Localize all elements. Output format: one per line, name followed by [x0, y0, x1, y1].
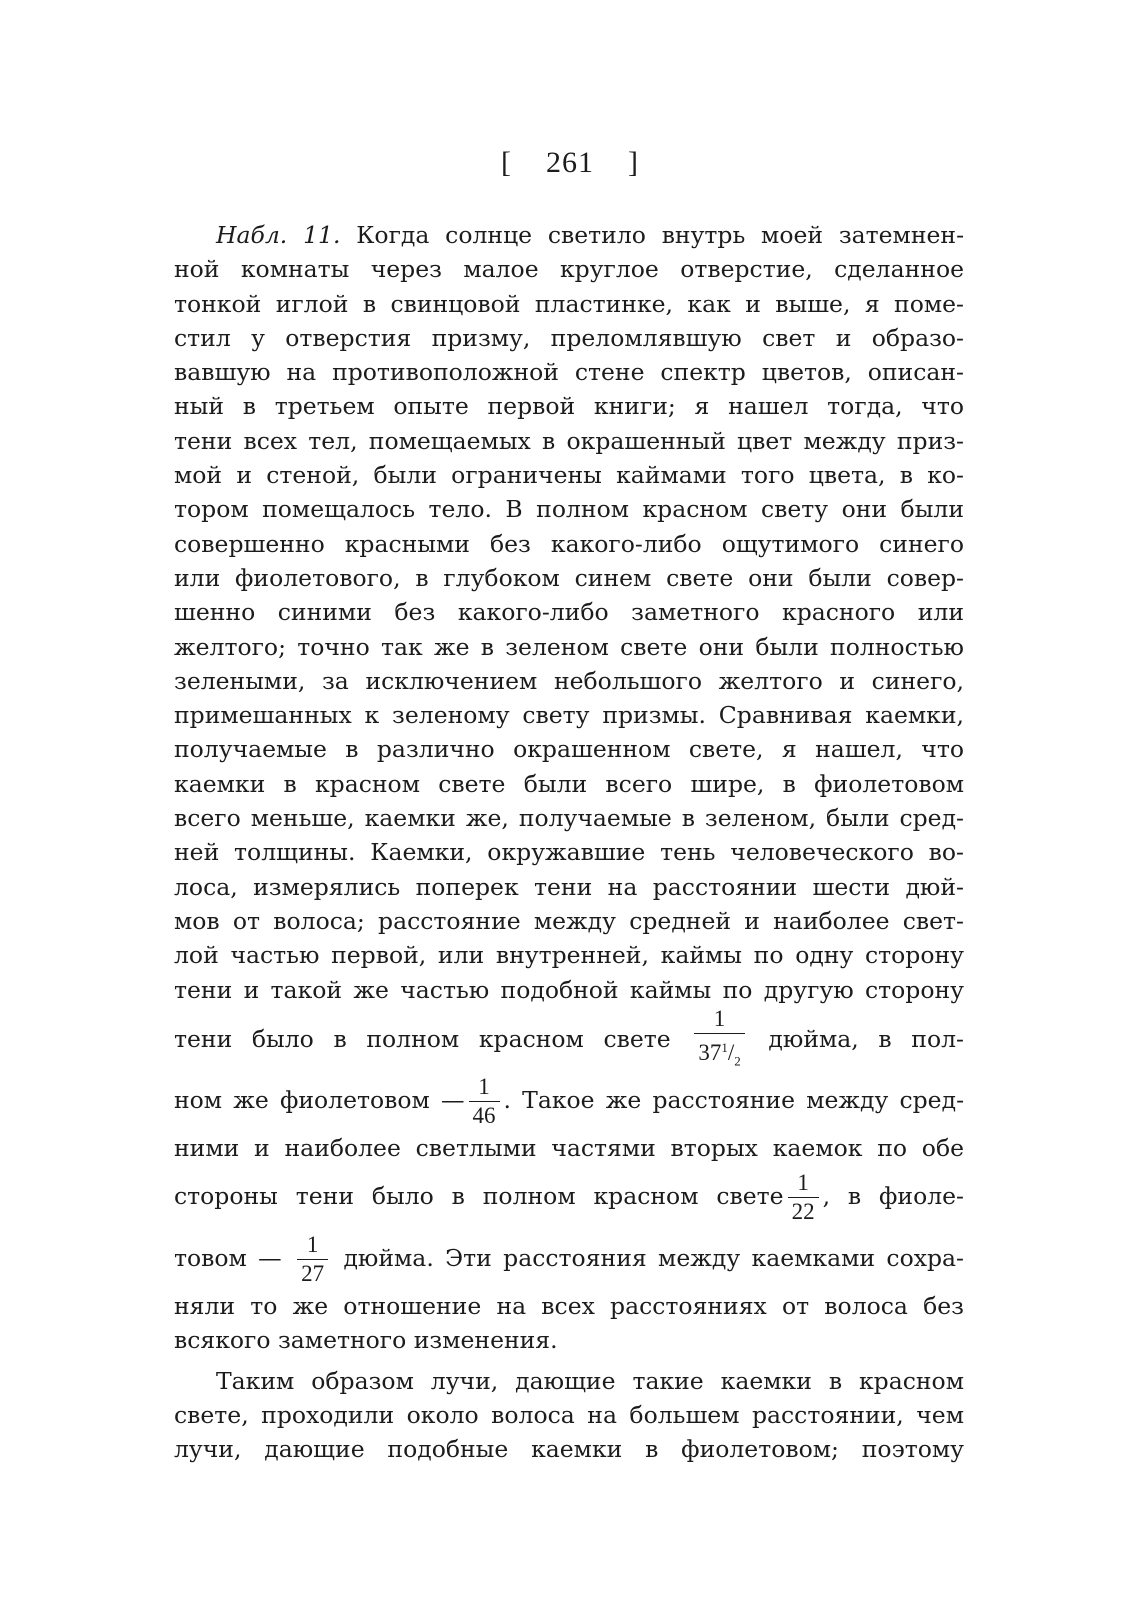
fraction-denominator: 27 — [301, 1261, 325, 1287]
text-line: зелеными, за исключением небольшого желтого и синего, — [174, 666, 964, 695]
fraction-numerator: 1 — [694, 1007, 744, 1034]
text-segment: ном же фиолетовом — — [174, 1085, 465, 1114]
fraction-denominator: 22 — [791, 1199, 815, 1225]
text-line: ной комнаты через малое круглое отверстие, сделанное — [174, 255, 964, 284]
text-segment: товом — — [174, 1244, 282, 1273]
text-line-content: Когда солнце светило внутрь моей затемнен- — [356, 221, 965, 249]
text-line — [174, 218, 964, 252]
denominator-sub: 2 — [734, 1053, 741, 1069]
text-segment: стороны тени было в полном красном свете — [174, 1182, 784, 1211]
text-line: ней толщины. Каемки, окружавшие тень человеческого во- — [174, 838, 964, 867]
text-line: каемки в красном свете были всего шире, в фиолетовом — [174, 769, 964, 798]
text-segment: , в фиоле- — [822, 1182, 964, 1211]
text-segment: дюйма. Эти расстояния между каемками сохра- — [343, 1244, 964, 1273]
text-line: Таким образом лучи, дающие такие каемки в красном — [216, 1366, 964, 1395]
text-line: тени всех тел, помещаемых в окрашенный цвет между приз- — [174, 426, 964, 455]
text-line: лучи, дающие подобные каемки в фиолетовом; поэтому — [174, 1435, 964, 1464]
text-line-with-fraction — [174, 1165, 964, 1227]
text-segment: . Такое же расстояние между сред- — [503, 1085, 965, 1114]
fraction-numerator: 1 — [469, 1075, 500, 1102]
text-line: всего меньше, каемки же, получаемые в зеленом, были сред- — [174, 804, 964, 833]
fraction-numerator: 1 — [788, 1171, 819, 1198]
fraction-red-first — [694, 1007, 744, 1074]
observation-label: Набл. 11. — [216, 221, 341, 249]
text-line: тонкой иглой в свинцовой пластинке, как и выше, я поме- — [174, 289, 964, 318]
bracket-close: ] — [628, 146, 639, 179]
text-line: ними и наиболее светлыми частями вторых каемок по обе — [174, 1133, 964, 1162]
fraction-red-second — [788, 1171, 819, 1224]
text-line: желтого; точно так же в зеленом свете они были полностью — [174, 632, 964, 661]
text-line: стил у отверстия призму, преломлявшую свет и образо- — [174, 323, 964, 352]
page-number: 261 — [546, 146, 594, 179]
text-line: няли то же отношение на всех расстояниях от волоса без — [174, 1292, 964, 1321]
text-line: лой частью первой, или внутренней, каймы по одну сторону — [174, 941, 964, 970]
fraction-denominator: 46 — [472, 1102, 496, 1128]
denominator-sup: 1 — [721, 1039, 728, 1055]
text-line: шенно синими без какого-либо заметного красного или — [174, 598, 964, 627]
text-line: мой и стеной, были ограничены каймами того цвета, в ко- — [174, 461, 964, 490]
text-segment: дюйма, в пол- — [768, 1024, 964, 1053]
text-line: лоса, измерялись поперек тени на расстоянии шести дюй- — [174, 872, 964, 901]
text-segment: тени было в полном красном свете — [174, 1024, 671, 1053]
text-line: свете, проходили около волоса на большем расстоянии, чем — [174, 1401, 964, 1430]
text-line: ный в третьем опыте первой книги; я нашел тогда, что — [174, 392, 964, 421]
fraction-numerator: 1 — [297, 1233, 328, 1260]
bracket-open: [ — [501, 146, 512, 179]
text-line: мов от волоса; расстояние между средней и наиболее свет- — [174, 906, 964, 935]
text-line: тени и такой же частью подобной каймы по другую сторону — [174, 975, 964, 1004]
denominator-whole: 37 — [698, 1039, 722, 1065]
text-line: тором помещалось тело. В полном красном свету они были — [174, 495, 964, 524]
text-line: вавшую на противоположной стене спектр цветов, описан- — [174, 358, 964, 387]
text-line-with-fraction — [174, 1227, 964, 1289]
fraction-violet-first — [469, 1075, 500, 1128]
page-number-header — [0, 146, 1140, 180]
fraction-violet-second — [297, 1233, 328, 1286]
text-line: всякого заметного изменения. — [174, 1326, 558, 1355]
text-line: или фиолетового, в глубоком синем свете они были совер- — [174, 563, 964, 592]
text-line-with-fraction — [174, 1007, 964, 1069]
text-line: примешанных к зеленому свету призмы. Сравнивая каемки, — [174, 701, 964, 730]
text-line: получаемые в различно окрашенном свете, я нашел, что — [174, 735, 964, 764]
denominator-slash: / — [727, 1039, 735, 1065]
text-line-with-fraction — [174, 1069, 964, 1131]
text-line: совершенно красными без какого-либо ощутимого синего — [174, 529, 964, 558]
body-text — [174, 218, 964, 1467]
fraction-denominator — [694, 1034, 744, 1074]
